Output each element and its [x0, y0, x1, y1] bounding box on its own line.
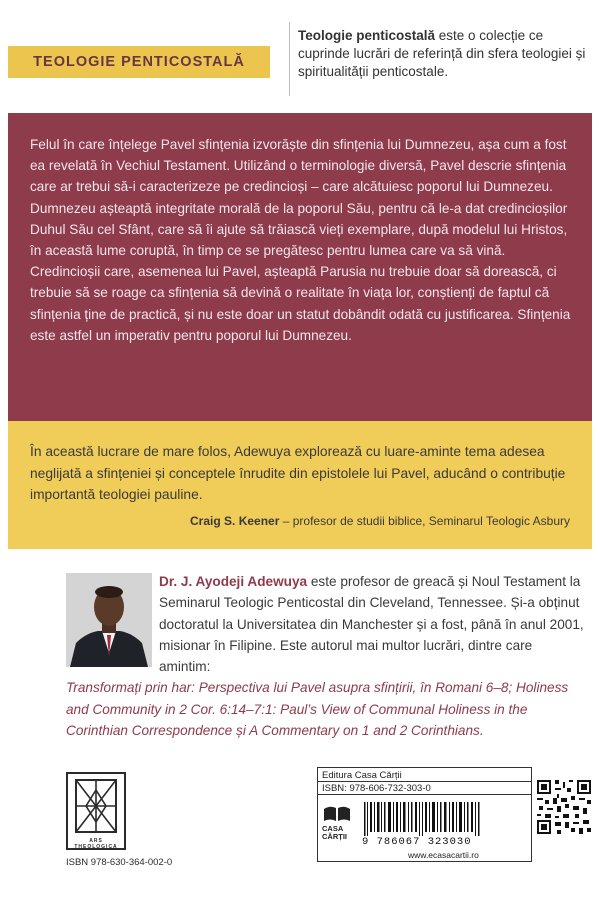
barcode-digits: 9 786067 323030: [362, 836, 472, 848]
publisher-isbn: ISBN: 978-606-732-303-0: [322, 783, 431, 794]
barcode-separator: [318, 794, 531, 795]
barcode-box: [317, 767, 532, 862]
author-bio: [66, 571, 584, 741]
series-tag-label: TEOLOGIE PENTICOSTALĂ: [33, 54, 245, 70]
author-name: Dr. J. Ayodeji Adewuya: [159, 574, 308, 589]
author-photo: [66, 573, 152, 667]
publisher-website: www.ecasacartii.ro: [408, 850, 479, 860]
series-tag: [8, 46, 270, 78]
imprint-logo: [66, 772, 126, 850]
blurb-text: Felul în care înțelege Pavel sfințenia izvorăște din sfințenia lui Dumnezeu, așa cum a fost ea revelată în Vechiul Testament. Utilizând o terminologie diversă, Pavel descrie sfințenia care ar trebui să-i caracterizeze pe credincioși – care alcătuiesc poporul lui Dumnezeu. Dumnezeu așteaptă integritate morală de la poporul Său, pentru că le-a dat credincioșilor Duhul Său cel Sfânt, care să îi ajute să trăiască vieți exemplare, după modelul lui Hristos, în această lume coruptă, în timp ce se pregătesc pentru lumea care va să vină. Credincioșii care, asemenea lui Pavel, așteaptă Parusia nu trebuie doar să dorească, ci trebuie să se roage ca sfințenia să devină o realitate în viața lor, conștienți de faptul că sfințenia ține de practică, și nu este doar un statut dobândit odată cu justificarea. Sfințenia este astfel un imperativ pentru poporul lui Dumnezeu.: [30, 137, 571, 343]
publisher-logo-text: CASA CĂRȚII: [322, 824, 347, 841]
imprint-logo-text: ARS THEOLOGICA: [74, 838, 118, 850]
qr-code-icon: [535, 778, 593, 836]
publisher-logo: [322, 803, 358, 848]
imprint-isbn: ISBN 978-630-364-002-0: [66, 857, 173, 868]
author-works: Transformați prin har: Perspectiva lui Pavel asupra sfințirii, în Romani 6–8; Holiness and Community in 2 Cor. 6:14–7:1: Paul’s View of Communal Holiness in the Corinthian Correspondence și A Commentary on 1 and 2 Corinthians.: [66, 680, 569, 739]
series-description-text: este o colecție ce cuprinde lucrări de referință din sfera teologiei și spiritualității penticostale.: [298, 28, 586, 79]
series-divider: [289, 22, 290, 96]
blurb-panel: [8, 113, 592, 421]
series-description-bold: Teologie penticostală: [298, 28, 436, 43]
barcode-icon: [364, 802, 484, 836]
author-works-wrap: [66, 677, 584, 741]
author-bio-text: este profesor de greacă și Noul Testament la Seminarul Teologic Penticostal din Cleveland, Tennessee. Și-a obținut doctoratul la Universitatea din Manchester și a fost, până în anul 2001, misionar în Filipine. Este autorul mai multor lucrări, dintre care amintim:: [159, 574, 584, 675]
author-portrait-image: [66, 573, 152, 667]
endorsement-attribution: [190, 514, 570, 528]
imprint-emblem-icon: [74, 778, 118, 834]
endorser-name: Craig S. Keener: [190, 514, 280, 528]
barcode-separator: [318, 781, 531, 782]
series-description: [298, 27, 594, 81]
publisher-logo-icon: [322, 803, 352, 823]
publisher-line: Editura Casa Cărții: [322, 770, 402, 781]
endorsement-panel: [8, 421, 592, 549]
endorser-affiliation: – profesor de studii biblice, Seminarul Teologic Asbury: [279, 514, 570, 528]
endorsement-quote: În această lucrare de mare folos, Adewuya explorează cu luare-aminte tema adesea neglijată a sfințeniei și conceptele înrudite din epistolele lui Pavel, aducând o contribuție importantă teologiei pauline.: [30, 444, 566, 502]
